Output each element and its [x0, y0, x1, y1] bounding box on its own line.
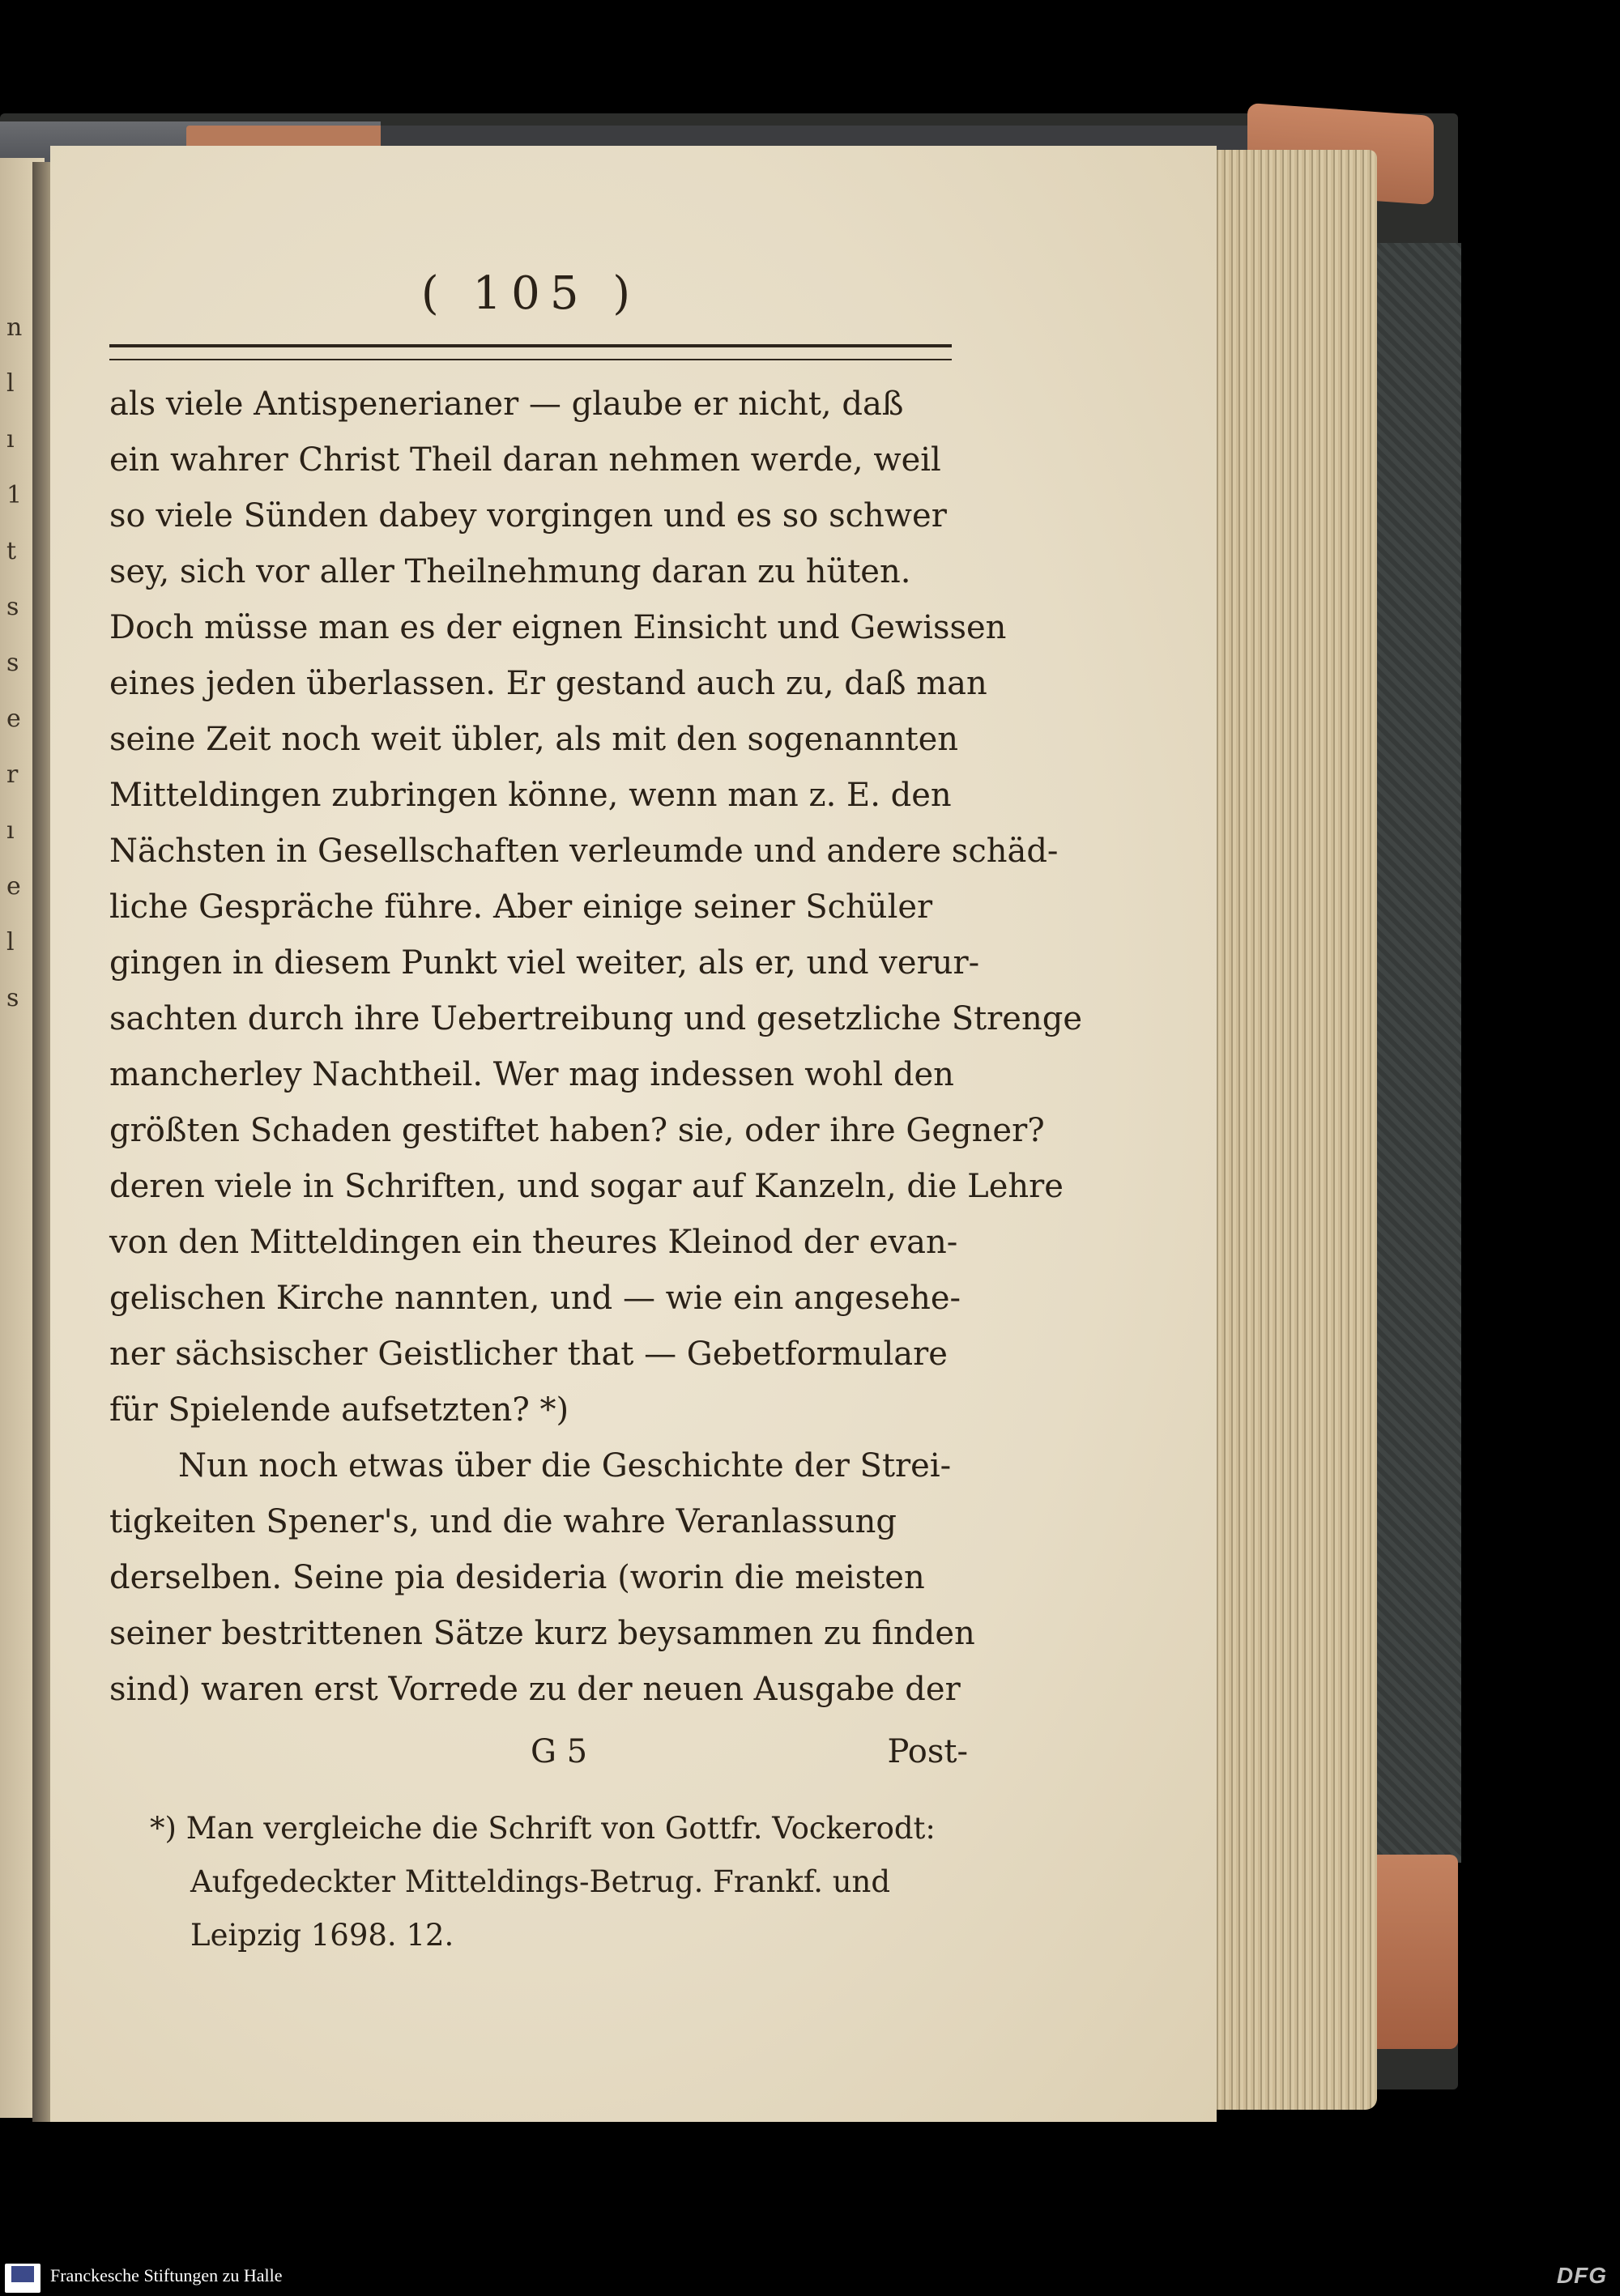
- footnote: [150, 1802, 968, 1962]
- footnote-line: Leipzig 1698. 12.: [190, 1918, 454, 1953]
- page-number-header: ( 105 ): [420, 267, 641, 320]
- signature-mark: G 5: [531, 1733, 588, 1770]
- text-line: Nun noch etwas über die Geschichte der Strei-: [178, 1447, 952, 1485]
- text-line: gelischen Kirche nannten, und — wie ein angesehe-: [109, 1280, 961, 1317]
- catchword: Post-: [887, 1733, 968, 1770]
- institution-credit: Franckesche Stiftungen zu Halle: [50, 2265, 283, 2285]
- text-line: sachten durch ihre Uebertreibung und gesetzliche Strenge: [109, 1000, 1082, 1037]
- facing-page-fragment: ı: [6, 425, 15, 454]
- header-rule: [109, 344, 952, 360]
- facing-page-fragment: t: [6, 537, 17, 565]
- facing-page-fragment: s: [6, 593, 19, 621]
- text-line: liche Gespräche führe. Aber einige seiner Schüler: [109, 888, 933, 926]
- text-line: Doch müsse man es der eignen Einsicht und Gewissen: [109, 609, 1007, 646]
- text-line: Mitteldingen zubringen könne, wenn man z. E. den: [109, 777, 952, 814]
- text-line: eines jeden überlassen. Er gestand auch zu, daß man: [109, 665, 987, 702]
- text-line: so viele Sünden dabey vorgingen und es so schwer: [109, 497, 947, 535]
- facing-page-text-fragments: [6, 300, 31, 1029]
- text-line: ein wahrer Christ Theil daran nehmen werde, weil: [109, 441, 941, 479]
- facing-page-fragment: r: [6, 760, 19, 789]
- text-line: von den Mitteldingen ein theures Kleinod der evan-: [109, 1224, 958, 1261]
- body-text: [109, 377, 1082, 1718]
- footnote-line: *) Man vergleiche die Schrift von Gottfr. Vockerodt:: [150, 1811, 936, 1846]
- text-line: seiner bestrittenen Sätze kurz beysammen zu finden: [109, 1615, 975, 1652]
- text-line: derselben. Seine pia desideria (worin die meisten: [109, 1559, 925, 1596]
- facing-page-fragment: e: [6, 705, 21, 733]
- text-line: Nächsten in Gesellschaften verleumde und andere schäd-: [109, 833, 1059, 870]
- facing-page-fragment: ı: [6, 816, 15, 845]
- text-line: für Spielende aufsetzten? *): [109, 1391, 569, 1429]
- text-line: seine Zeit noch weit übler, als mit den sogenannten: [109, 721, 959, 758]
- page-foot-line: [109, 1733, 968, 1782]
- facing-page-fragment: l: [6, 369, 15, 398]
- text-line: gingen in diesem Punkt viel weiter, als er, und verur-: [109, 944, 980, 982]
- text-line: als viele Antispenerianer — glaube er nicht, daß: [109, 386, 904, 423]
- facing-page-fragment: e: [6, 872, 21, 901]
- page-block-edges: [1207, 150, 1377, 2110]
- text-line: tigkeiten Spener's, und die wahre Veranlassung: [109, 1503, 897, 1540]
- text-line: sind) waren erst Vorrede zu der neuen Ausgabe der: [109, 1671, 961, 1708]
- facing-page-fragment: s: [6, 984, 19, 1012]
- facing-page-fragment: n: [6, 313, 23, 342]
- text-line: sey, sich vor aller Theilnehmung daran zu hüten.: [109, 553, 911, 590]
- institution-logo-mark: [11, 2266, 34, 2282]
- text-line: ner sächsischer Geistlicher that — Gebetformulare: [109, 1335, 948, 1373]
- text-line: mancherley Nachtheil. Wer mag indessen wohl den: [109, 1056, 954, 1093]
- text-line: deren viele in Schriften, und sogar auf Kanzeln, die Lehre: [109, 1168, 1064, 1205]
- footnote-line: Aufgedeckter Mitteldings-Betrug. Frankf. und: [190, 1864, 891, 1899]
- facing-page-fragment: s: [6, 649, 19, 677]
- facing-page-fragment: l: [6, 928, 15, 956]
- dfg-logo: DFG: [1556, 2263, 1607, 2288]
- facing-page-fragment: 1: [6, 481, 23, 509]
- text-line: größten Schaden gestiftet haben? sie, oder ihre Gegner?: [109, 1112, 1045, 1149]
